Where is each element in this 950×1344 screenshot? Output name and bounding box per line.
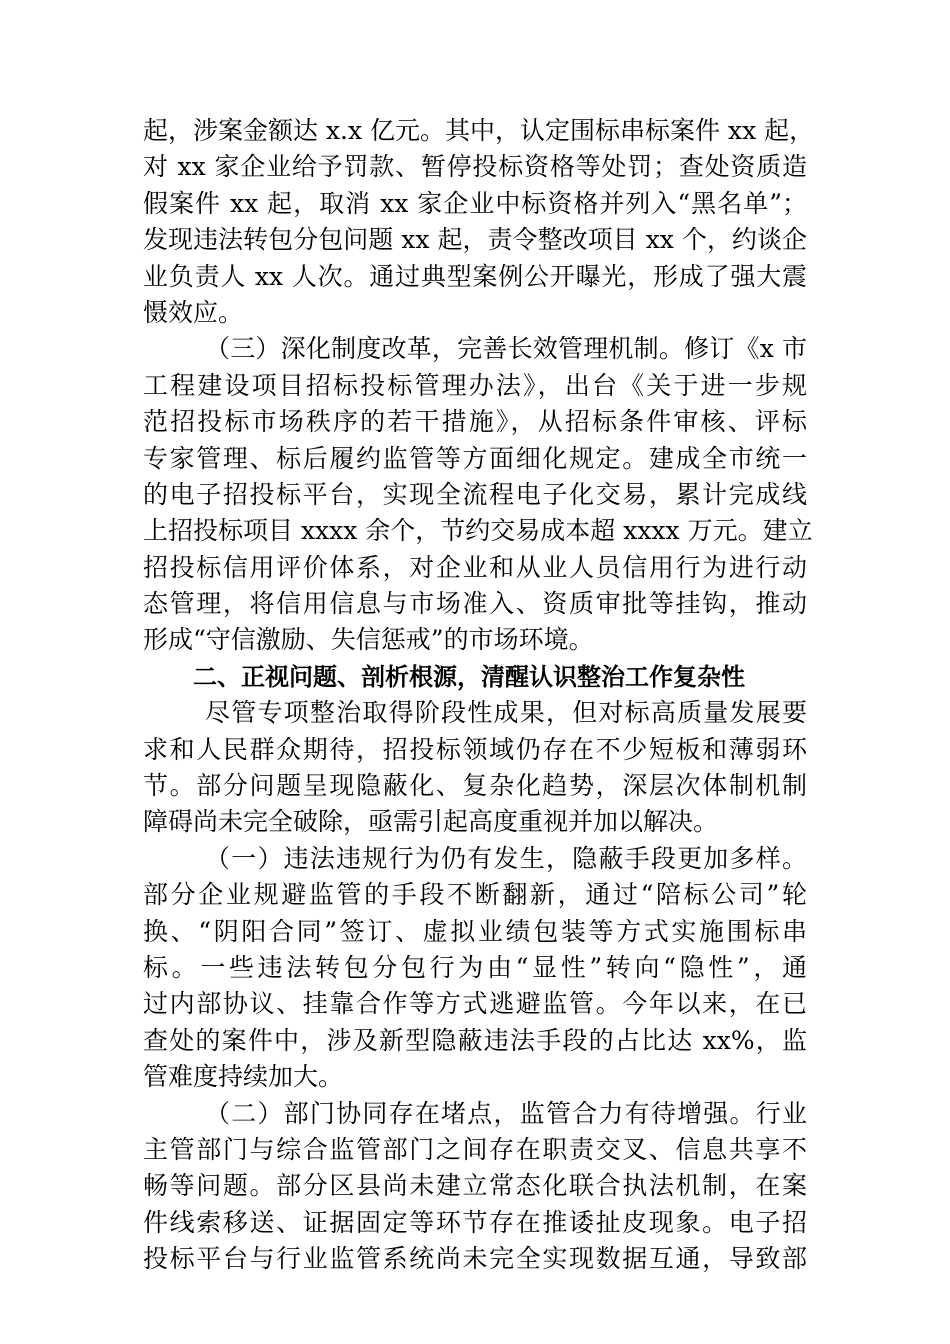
text-line: 慑效应。 — [143, 297, 244, 327]
text-line: 节。部分问题呈现隐蔽化、复杂化趋势，深层次体制机制 — [143, 771, 807, 801]
text-line: 发现违法转包分包问题 xx 起，责令整改项目 xx 个，约谈企 — [143, 225, 807, 255]
paragraph-violations — [143, 841, 807, 1096]
text-line: 的电子招投标平台，实现全流程电子化交易，累计完成线 — [143, 479, 807, 509]
text-line: 过内部协议、挂靠合作等方式逃避监管。今年以来，在已 — [143, 989, 807, 1019]
text-line: 换、“阴阳合同”签订、虚拟业绩包装等方式实施围标串 — [143, 916, 807, 946]
text-line: 工程建设项目招标投标管理办法》，出台《关于进一步规 — [143, 370, 807, 400]
text-line: 起，涉案金额达 x.x 亿元。其中，认定围标串标案件 xx 起， — [143, 116, 815, 145]
text-line: 部分企业规避监管的手段不断翻新，通过“陪标公司”轮 — [143, 880, 807, 910]
text-line: 标。一些违法转包分包行为由“显性”转向“隐性”，通 — [143, 952, 807, 982]
paragraph-problems-intro — [143, 695, 807, 841]
text-line: 投标平台与行业监管系统尚未完全实现数据互通，导致部 — [143, 1244, 807, 1274]
paragraph-system-reform — [143, 331, 813, 659]
text-line: 对 xx 家企业给予罚款、暂停投标资格等处罚；查处资质造 — [143, 152, 807, 182]
text-line: 障碍尚未完全破除，亟需引起高度重视并加以解决。 — [143, 807, 719, 837]
text-line: 范招投标市场秩序的若干措施》，从招标条件审核、评标 — [143, 407, 807, 437]
document-page — [143, 113, 815, 1278]
paragraph-penalties — [143, 113, 815, 331]
text-line: 上招投标项目 xxxx 余个，节约交易成本超 xxxx 万元。建立 — [143, 516, 813, 546]
paragraph-coordination — [143, 1096, 807, 1278]
text-line: 招投标信用评价体系，对企业和从业人员信用行为进行动 — [143, 552, 807, 582]
section-heading: 二、正视问题、剖析根源，清醒认识整治工作复杂性 — [193, 662, 745, 691]
text-line: 查处的案件中，涉及新型隐蔽违法手段的占比达 xx%，监 — [143, 1025, 807, 1055]
text-line: 畅等问题。部分区县尚未建立常态化联合执法机制，在案 — [143, 1171, 807, 1201]
text-line: 专家管理、标后履约监管等方面细化规定。建成全市统一 — [143, 443, 807, 473]
text-line: 态管理，将信用信息与市场准入、资质审批等挂钩，推动 — [143, 589, 807, 619]
text-line: 求和人民群众期待，招投标领域仍存在不少短板和薄弱环 — [143, 734, 807, 764]
text-line: （三）深化制度改革，完善长效管理机制。修订《x 市 — [205, 334, 807, 364]
text-line: （二）部门协同存在堵点，监管合力有待增强。行业 — [205, 1098, 807, 1128]
text-line: 业负责人 xx 人次。通过典型案例公开曝光，形成了强大震 — [143, 261, 807, 291]
text-line: 形成“守信激励、失信惩戒”的市场环境。 — [143, 625, 594, 655]
text-line: 管难度持续加大。 — [143, 1062, 344, 1092]
text-line: 假案件 xx 起，取消 xx 家企业中标资格并列入“黑名单”； — [143, 188, 807, 218]
text-line: 件线索移送、证据固定等环节存在推诿扯皮现象。电子招 — [143, 1207, 807, 1237]
text-line: （一）违法违规行为仍有发生，隐蔽手段更加多样。 — [205, 843, 807, 873]
text-line: 尽管专项整治取得阶段性成果，但对标高质量发展要 — [205, 698, 807, 728]
text-line: 主管部门与综合监管部门之间存在职责交叉、信息共享不 — [143, 1134, 807, 1164]
